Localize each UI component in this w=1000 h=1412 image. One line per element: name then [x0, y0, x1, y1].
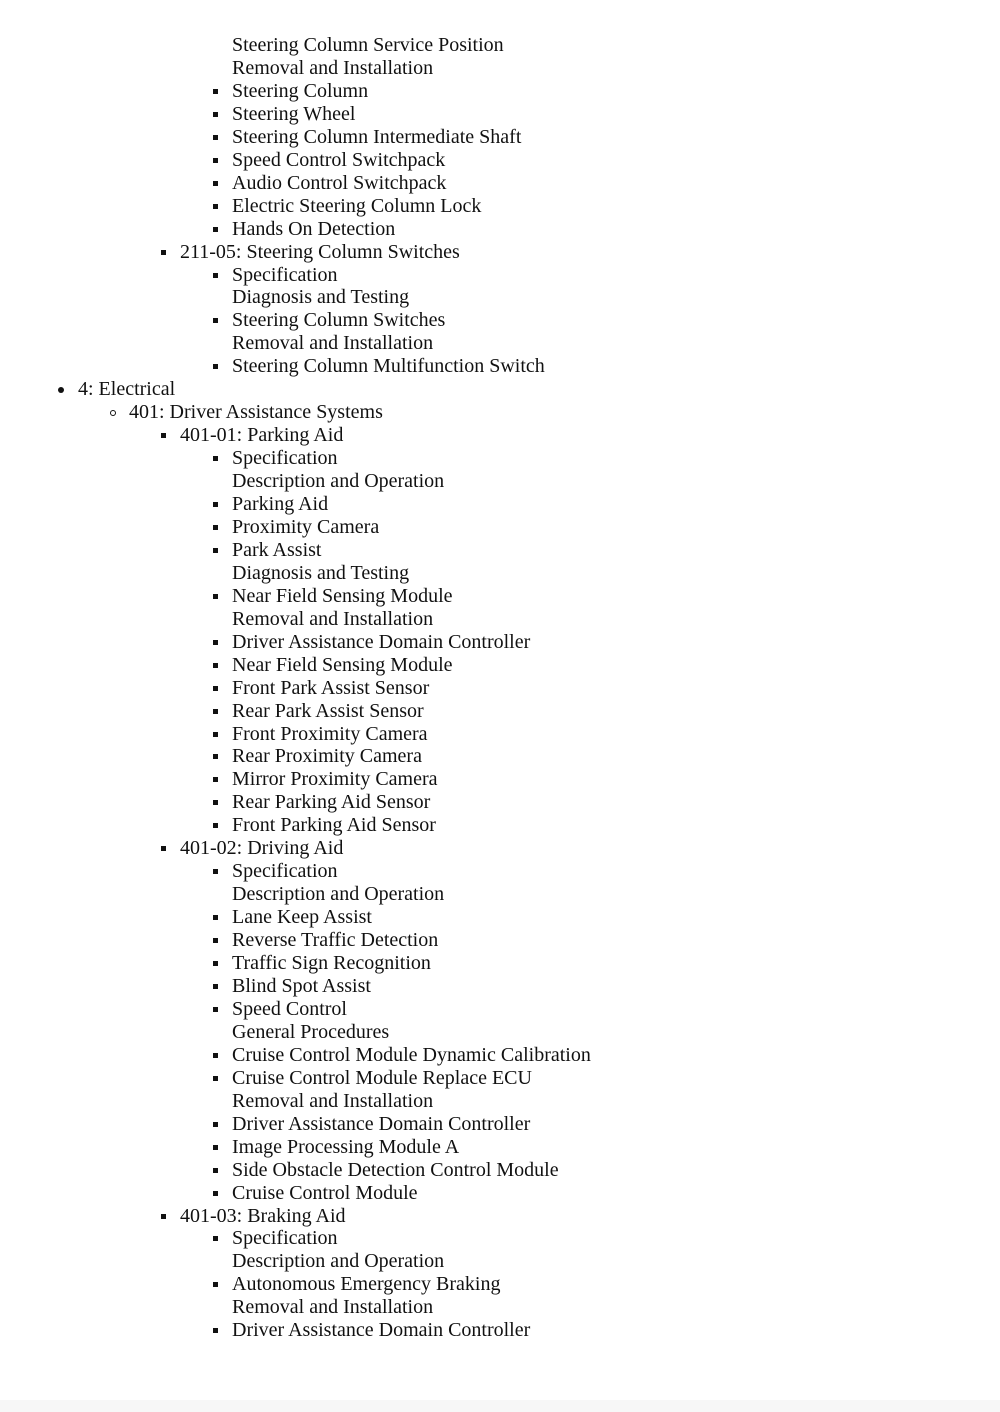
list-item [0, 195, 1000, 218]
outline-text: Cruise Control Module Replace ECU [232, 1066, 532, 1089]
list-item [0, 355, 1000, 378]
outline-text: Blind Spot Assist [232, 974, 371, 997]
list-item [0, 516, 1000, 539]
outline-text: Cruise Control Module [232, 1181, 418, 1204]
square-bullet-icon [213, 548, 218, 553]
outline-text: Removal and Installation [232, 57, 434, 79]
list-item [0, 998, 1000, 1021]
list-item [0, 241, 1000, 264]
outline-text: Steering Column Service Position [232, 34, 504, 56]
section-heading [0, 883, 1000, 906]
square-bullet-icon [161, 250, 166, 255]
square-bullet-icon [213, 204, 218, 209]
square-bullet-icon [213, 1168, 218, 1173]
list-item [0, 814, 1000, 837]
outline-text: Front Proximity Camera [232, 722, 428, 745]
list-item [0, 539, 1000, 562]
outline-text: Steering Column Intermediate Shaft [232, 125, 522, 148]
outline-text: Near Field Sensing Module [232, 584, 453, 607]
square-bullet-icon [213, 181, 218, 186]
square-bullet-icon [213, 502, 218, 507]
square-bullet-icon [213, 112, 218, 117]
square-bullet-icon [213, 227, 218, 232]
outline-text: Specification [232, 263, 338, 286]
list-item [0, 1067, 1000, 1090]
square-bullet-icon [213, 800, 218, 805]
outline-text: 401-01: Parking Aid [180, 424, 344, 447]
square-bullet-icon [213, 318, 218, 323]
section-heading [0, 286, 1000, 309]
list-item [0, 768, 1000, 791]
square-bullet-icon [213, 525, 218, 530]
square-bullet-icon [213, 1076, 218, 1081]
outline-text: 401-03: Braking Aid [180, 1204, 346, 1227]
outline-text: Proximity Camera [232, 516, 380, 538]
square-bullet-icon [213, 364, 218, 369]
list-item [0, 1182, 1000, 1205]
outline-text: Description and Operation [232, 470, 445, 493]
square-bullet-icon [213, 135, 218, 140]
outline-text: Driver Assistance Domain Controller [232, 1319, 531, 1342]
square-bullet-icon [161, 846, 166, 851]
square-bullet-icon [213, 961, 218, 966]
outline-text: Park Assist [232, 538, 322, 561]
list-item [0, 493, 1000, 516]
square-bullet-icon [161, 433, 166, 438]
list-item [0, 103, 1000, 126]
section-heading [0, 608, 1000, 631]
list-item [0, 791, 1000, 814]
square-bullet-icon [213, 1145, 218, 1150]
square-bullet-icon [213, 1328, 218, 1333]
square-bullet-icon [213, 823, 218, 828]
square-bullet-icon [213, 777, 218, 782]
list-item [0, 1227, 1000, 1250]
square-bullet-icon [213, 732, 218, 737]
outline-text: Description and Operation [232, 1250, 445, 1273]
outline-text: Lane Keep Assist [232, 906, 372, 929]
outline-text: 401: Driver Assistance Systems [129, 401, 383, 424]
outline-text: Removal and Installation [232, 1089, 434, 1112]
outline-text: Diagnosis and Testing [232, 286, 410, 309]
outline-text: Front Park Assist Sensor [232, 676, 430, 699]
square-bullet-icon [213, 456, 218, 461]
square-bullet-icon [213, 89, 218, 94]
list-item [0, 631, 1000, 654]
list-item [0, 1319, 1000, 1342]
square-bullet-icon [213, 869, 218, 874]
outline-text: Description and Operation [232, 883, 445, 906]
outline-text: Steering Column [232, 79, 369, 102]
list-item [0, 585, 1000, 608]
list-item [0, 264, 1000, 287]
outline-text: Traffic Sign Recognition [232, 952, 431, 974]
list-item [0, 860, 1000, 883]
list-item [0, 1273, 1000, 1296]
outline-text: Specification [232, 1227, 338, 1250]
outline-text: Rear Parking Aid Sensor [232, 791, 431, 814]
list-item [0, 172, 1000, 195]
outline-text: 211-05: Steering Column Switches [180, 240, 460, 263]
square-bullet-icon [213, 1191, 218, 1196]
outline-text: Parking Aid [232, 493, 329, 515]
outline-text: 4: Electrical [78, 378, 176, 401]
section-heading [0, 332, 1000, 355]
outline-text: Steering Wheel [232, 102, 356, 125]
square-bullet-icon [213, 1282, 218, 1287]
disc-bullet-icon [58, 387, 64, 393]
list-item [0, 149, 1000, 172]
square-bullet-icon [213, 640, 218, 645]
outline-text: Electric Steering Column Lock [232, 194, 482, 217]
outline-text: Front Parking Aid Sensor [232, 814, 436, 837]
list-item [0, 929, 1000, 952]
section-heading [0, 57, 1000, 80]
outline-text: Removal and Installation [232, 1296, 434, 1319]
square-bullet-icon [213, 754, 218, 759]
list-item [0, 745, 1000, 768]
outline-text: Speed Control Switchpack [232, 148, 446, 171]
outline-text: Near Field Sensing Module [232, 653, 453, 676]
section-heading [0, 1296, 1000, 1319]
list-item [0, 654, 1000, 677]
list-item [0, 218, 1000, 241]
square-bullet-icon [213, 709, 218, 714]
list-item [0, 1113, 1000, 1136]
square-bullet-icon [213, 594, 218, 599]
list-item [0, 952, 1000, 975]
square-bullet-icon [213, 686, 218, 691]
outline-text: Side Obstacle Detection Control Module [232, 1158, 559, 1181]
outline-text: Image Processing Module A [232, 1135, 460, 1158]
outline-text: 401-02: Driving Aid [180, 837, 344, 860]
outline-text: Audio Control Switchpack [232, 171, 447, 194]
circle-bullet-icon [110, 410, 116, 416]
list-item [0, 837, 1000, 860]
list-item [0, 677, 1000, 700]
square-bullet-icon [213, 1007, 218, 1012]
outline-text: Specification [232, 447, 338, 470]
square-bullet-icon [213, 1122, 218, 1127]
square-bullet-icon [213, 273, 218, 278]
list-item [0, 1044, 1000, 1067]
section-heading [0, 34, 1000, 57]
square-bullet-icon [161, 1214, 166, 1219]
outline-text: Reverse Traffic Detection [232, 929, 439, 951]
outline-text: Specification [232, 860, 338, 883]
list-item [0, 378, 1000, 401]
list-item [0, 1136, 1000, 1159]
list-item [0, 1205, 1000, 1228]
section-heading [0, 1250, 1000, 1273]
section-heading [0, 562, 1000, 585]
list-item [0, 401, 1000, 424]
list-item [0, 424, 1000, 447]
list-item [0, 723, 1000, 746]
list-item [0, 447, 1000, 470]
outline-text: Hands On Detection [232, 217, 396, 240]
section-heading [0, 1090, 1000, 1113]
outline-text: Cruise Control Module Dynamic Calibration [232, 1043, 591, 1066]
square-bullet-icon [213, 663, 218, 668]
outline-text: Driver Assistance Domain Controller [232, 1112, 531, 1135]
page-bottom-margin [0, 1400, 1000, 1412]
outline-text: Removal and Installation [232, 607, 434, 630]
list-item [0, 309, 1000, 332]
square-bullet-icon [213, 915, 218, 920]
list-item [0, 126, 1000, 149]
outline-text: Diagnosis and Testing [232, 561, 410, 584]
list-item [0, 906, 1000, 929]
outline-text: Removal and Installation [232, 332, 434, 355]
square-bullet-icon [213, 984, 218, 989]
outline-text: Driver Assistance Domain Controller [232, 630, 531, 653]
list-item [0, 700, 1000, 723]
outline-text: Steering Column Multifunction Switch [232, 355, 545, 378]
list-item [0, 1159, 1000, 1182]
square-bullet-icon [213, 938, 218, 943]
square-bullet-icon [213, 158, 218, 163]
outline-text: Steering Column Switches [232, 309, 446, 332]
outline-text: Mirror Proximity Camera [232, 768, 438, 791]
outline-text: General Procedures [232, 1020, 390, 1043]
outline-text: Rear Park Assist Sensor [232, 699, 424, 722]
outline-text: Autonomous Emergency Braking [232, 1273, 501, 1296]
outline-text: Rear Proximity Camera [232, 745, 422, 768]
square-bullet-icon [213, 1236, 218, 1241]
square-bullet-icon [213, 1053, 218, 1058]
list-item [0, 975, 1000, 998]
list-item [0, 80, 1000, 103]
section-heading [0, 1021, 1000, 1044]
section-heading [0, 470, 1000, 493]
outline-text: Speed Control [232, 997, 347, 1020]
